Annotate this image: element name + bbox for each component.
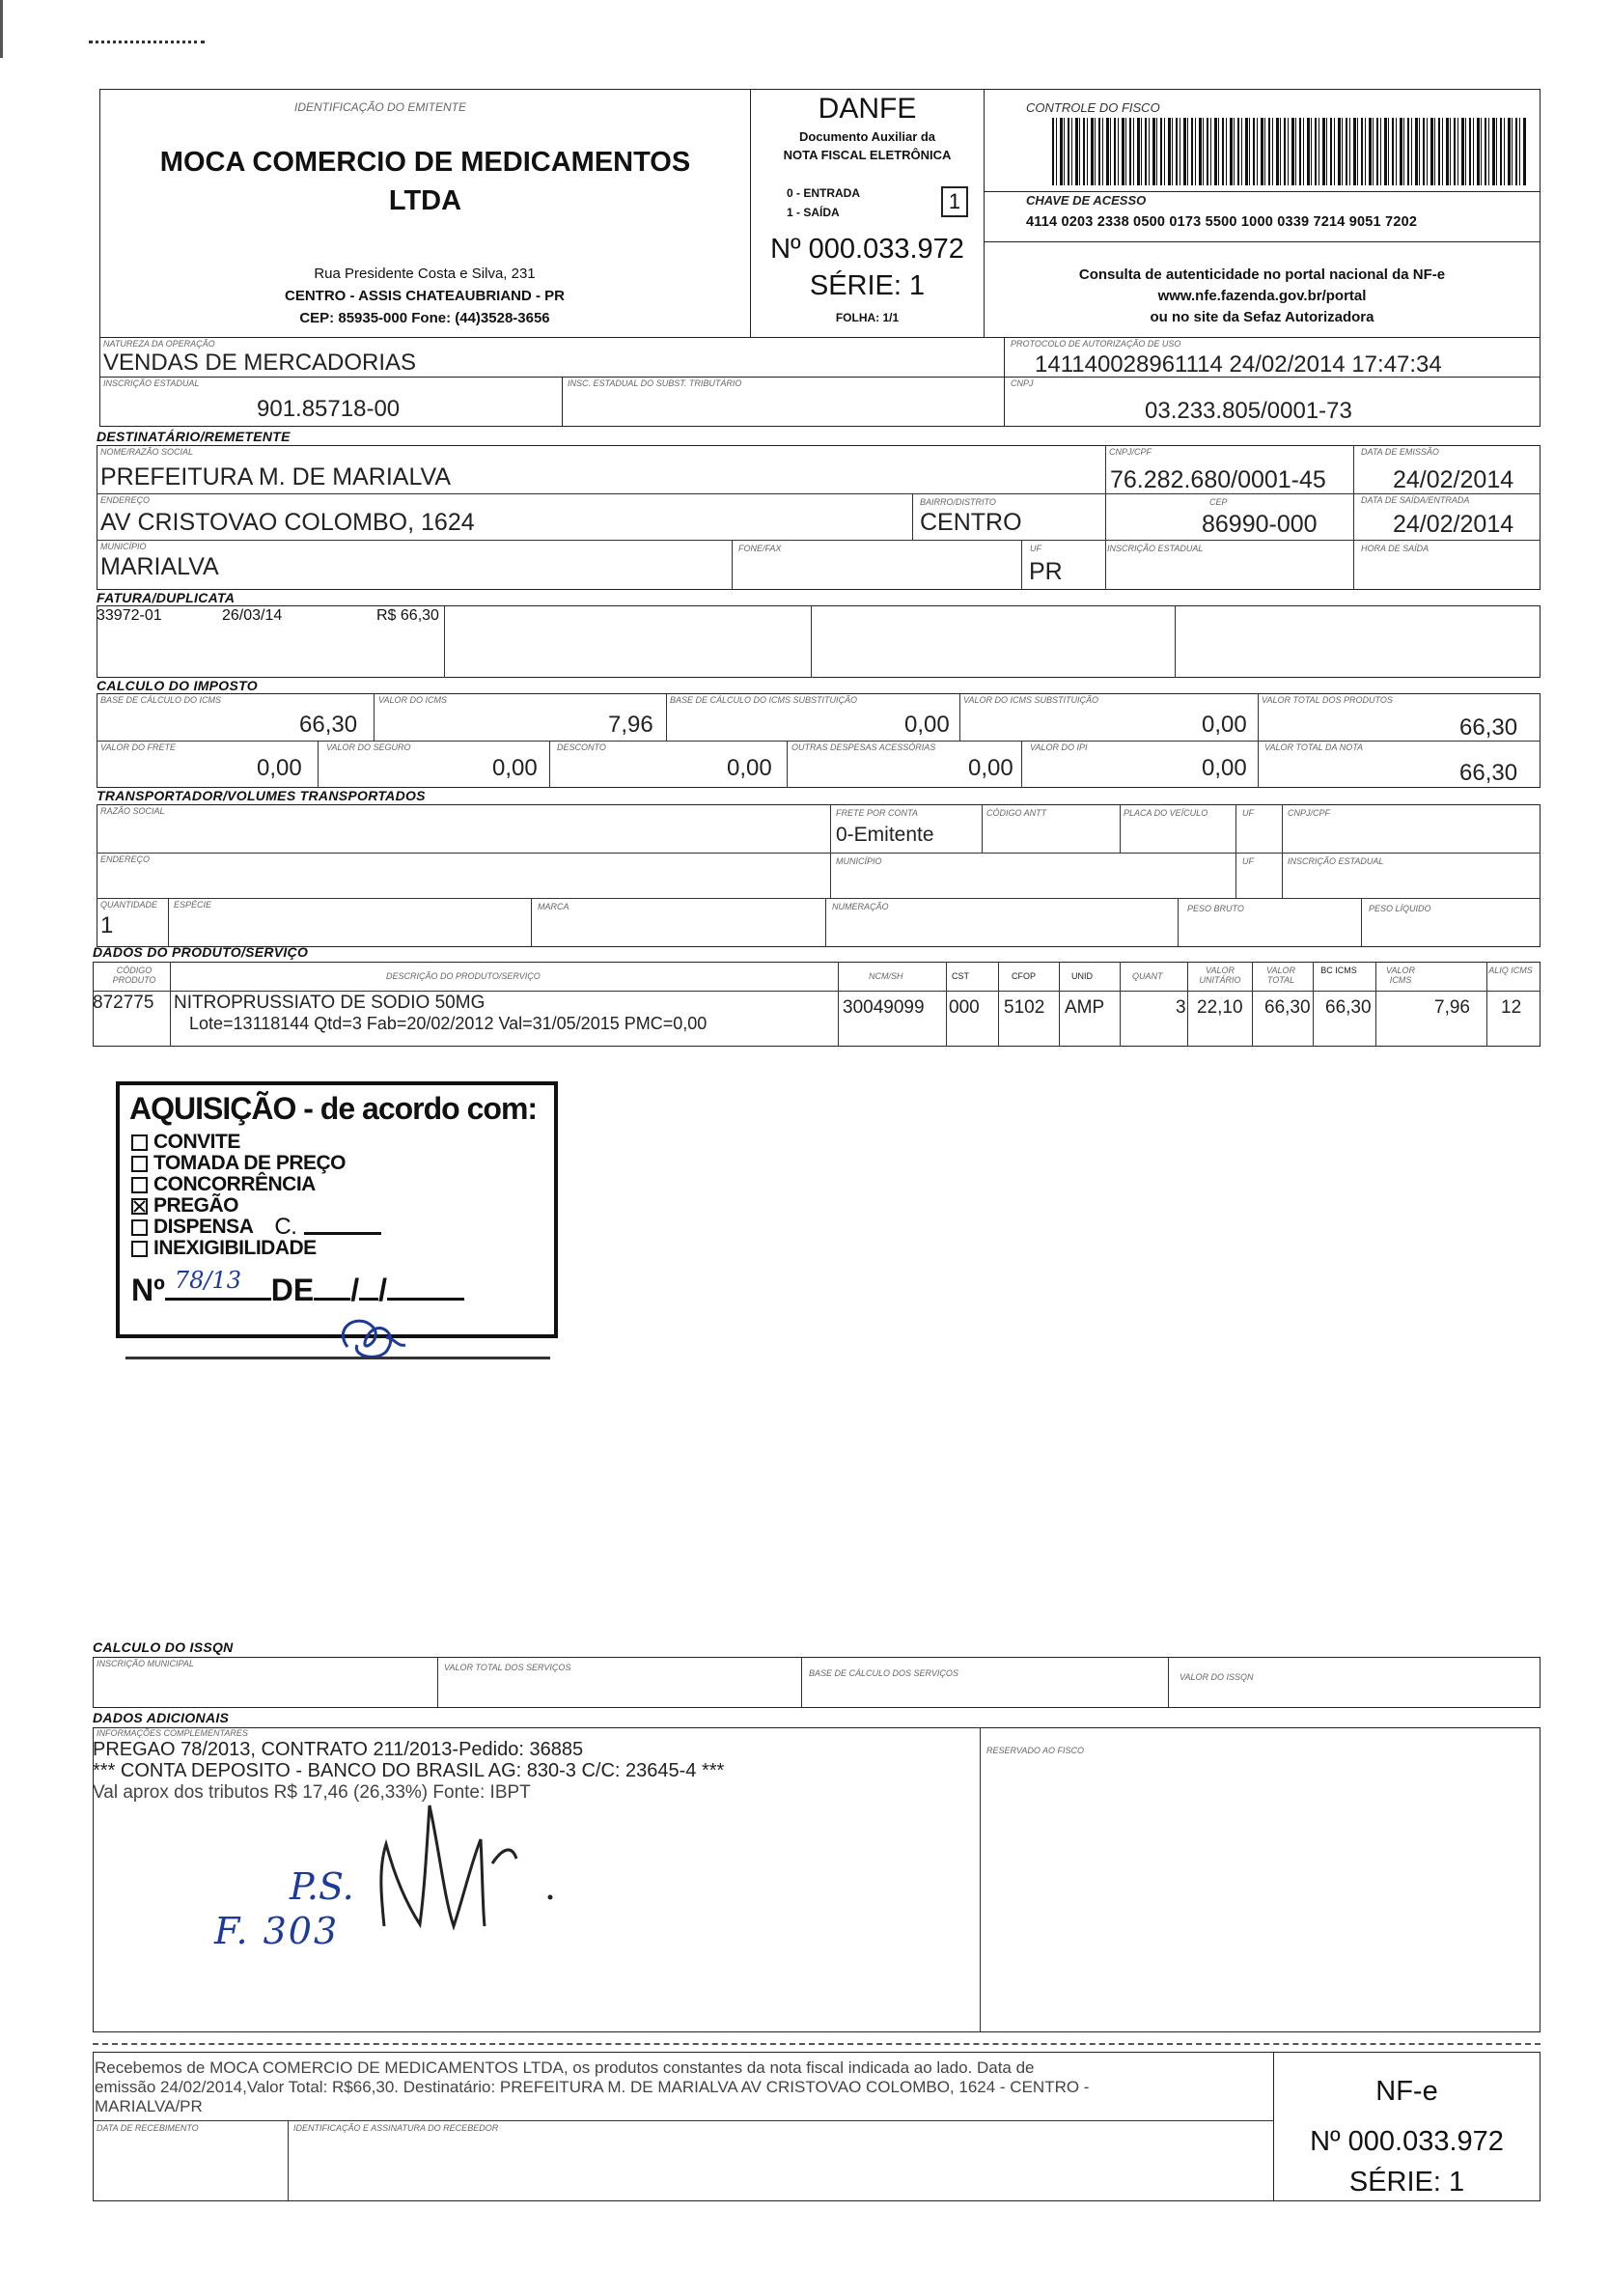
canhoto-hline <box>93 2120 1273 2121</box>
checkbox-icon <box>131 1219 148 1236</box>
consulta-line2: www.nfe.fazenda.gov.br/portal <box>1157 288 1367 304</box>
dest-fone-label: FONE/FAX <box>738 544 782 553</box>
dest-municipio-value: MARIALVA <box>100 553 219 580</box>
imposto-v4 <box>1258 693 1259 741</box>
stamp-options <box>131 1132 381 1259</box>
dest-bairro-label: BAIRRO/DISTRITO <box>920 497 996 507</box>
seguro-value: 0,00 <box>492 755 538 781</box>
transp-h1 <box>97 853 1541 854</box>
transp-v5 <box>1282 804 1283 898</box>
row-cst: 000 <box>949 997 980 1018</box>
transp-v2 <box>982 804 983 853</box>
dest-ie-label: INSCRIÇÃO ESTADUAL <box>1107 544 1204 553</box>
entrada-saida <box>787 183 860 222</box>
produtos-header-rule <box>93 991 1541 992</box>
natureza-divider <box>1004 337 1005 378</box>
transp-especie-label: ESPÉCIE <box>174 900 212 910</box>
canhoto-numero: Nº 000.033.972 <box>1310 2126 1504 2157</box>
consulta-text <box>984 265 1541 328</box>
v-nota-label: VALOR TOTAL DA NOTA <box>1264 742 1364 752</box>
v-prod-value: 66,30 <box>1459 714 1518 741</box>
v-icms-label: VALOR DO ICMS <box>378 695 448 705</box>
protocolo-value: 141140028961114 24/02/2014 17:47:34 <box>1035 351 1442 378</box>
stamp-de-line3 <box>387 1273 464 1301</box>
canhoto-line3: MARIALVA/PR <box>95 2097 203 2115</box>
row-v-total: 66,30 <box>1264 997 1311 1018</box>
transporte-box <box>97 804 1541 947</box>
chave-rule <box>984 191 1541 192</box>
transp-uf2-label: UF <box>1242 856 1254 866</box>
stamp-option-label: CONCORRÊNCIA <box>153 1173 316 1195</box>
transp-uf-label: UF <box>1242 808 1254 818</box>
dest-emissao-value: 24/02/2014 <box>1393 466 1514 493</box>
dest-uf-value: PR <box>1029 558 1063 585</box>
stamp-option-tomada <box>131 1153 381 1174</box>
checkbox-checked-icon <box>131 1198 148 1215</box>
imposto-v9 <box>1258 741 1259 788</box>
scan-dots <box>89 41 205 47</box>
dest-cep-value: 86990-000 <box>1202 511 1318 538</box>
stamp-option-inexigibilidade <box>131 1238 381 1259</box>
natureza-value: VENDAS DE MERCADORIAS <box>103 350 417 376</box>
tipo-box: 1 <box>941 186 968 217</box>
transp-qtd-value: 1 <box>100 912 114 938</box>
transp-v6 <box>168 898 169 947</box>
checkbox-icon <box>131 1156 148 1172</box>
transp-endereco-label: ENDEREÇO <box>100 854 151 864</box>
row-bc-icms: 66,30 <box>1325 997 1372 1018</box>
row-quant: 3 <box>1176 997 1186 1018</box>
v-st-label: VALOR DO ICMS SUBSTITUIÇÃO <box>963 695 1099 705</box>
canhoto-text <box>95 2058 1089 2116</box>
v-nota-value: 66,30 <box>1459 760 1518 786</box>
transp-peso-l-label: PESO LÍQUIDO <box>1369 904 1431 913</box>
transp-antt-label: CÓDIGO ANTT <box>986 808 1047 818</box>
dest-emissao-label: DATA DE EMISSÃO <box>1361 447 1439 457</box>
stamp-numero <box>131 1267 464 1308</box>
row-aliq: 12 <box>1501 997 1522 1018</box>
canhoto-assinatura-label: IDENTIFICAÇÃO E ASSINATURA DO RECEBEDOR <box>293 2123 499 2133</box>
frete-value: 0,00 <box>257 755 302 781</box>
consulta-rule <box>984 241 1541 242</box>
ie-divider <box>562 377 563 427</box>
produtos-column-divider <box>946 962 947 1047</box>
dest-cnpj-value: 76.282.680/0001-45 <box>1110 466 1326 493</box>
danfe-sub2: NOTA FISCAL ELETRÔNICA <box>783 148 952 162</box>
dest-vline-bairro <box>912 493 913 540</box>
desconto-value: 0,00 <box>727 755 772 781</box>
transp-h2 <box>97 898 1541 899</box>
fatura-section: FATURA/DUPLICATA <box>97 590 236 605</box>
danfe-folha: FOLHA: 1/1 <box>835 311 900 324</box>
address-line1: Rua Presidente Costa e Silva, 231 <box>314 266 536 282</box>
desconto-label: DESCONTO <box>557 742 606 752</box>
issqn-v-label: VALOR DO ISSQN <box>1180 1672 1254 1682</box>
danfe-title: DANFE <box>818 93 917 125</box>
dest-vline-uf <box>1021 540 1022 590</box>
aquisicao-stamp <box>116 1081 558 1338</box>
entrada-option: 0 - ENTRADA <box>787 186 861 200</box>
stamp-option-label: CONVITE <box>153 1131 240 1153</box>
col-ncm: NCM/SH <box>869 971 903 981</box>
adicionais-section: DADOS ADICIONAIS <box>93 1710 230 1725</box>
issqn-section: CALCULO DO ISSQN <box>93 1639 234 1655</box>
canhoto-serie: SÉRIE: 1 <box>1348 2167 1465 2198</box>
issqn-v3 <box>1168 1657 1169 1708</box>
transp-municipio-label: MUNICÍPIO <box>836 856 882 866</box>
issqn-box <box>93 1657 1541 1708</box>
imposto-v1 <box>374 693 375 741</box>
stamp-c-label: C. <box>274 1214 297 1240</box>
dest-nome-value: PREFEITURA M. DE MARIALVA <box>100 463 452 490</box>
handwritten-fls: F. 303 <box>214 1910 340 1952</box>
stamp-de-label: DE <box>270 1273 315 1307</box>
row-unid: AMP <box>1065 997 1105 1018</box>
row-cfop: 5102 <box>1004 997 1045 1018</box>
canhoto-nfe: NF-e <box>1375 2076 1438 2107</box>
produtos-column-divider <box>170 962 171 1047</box>
row-v-icms: 7,96 <box>1434 997 1470 1018</box>
transp-razao-label: RAZÃO SOCIAL <box>100 806 165 816</box>
stamp-slash-1: / <box>350 1273 360 1307</box>
stamp-title: AQUISIÇÃO - de acordo com: <box>129 1091 538 1126</box>
emitente-cnpj-label: CNPJ <box>1011 378 1034 388</box>
signature-icon <box>367 1791 579 1936</box>
stamp-de-line1 <box>314 1273 350 1301</box>
checkbox-icon <box>131 1177 148 1193</box>
emitente-cnpj-value: 03.233.805/0001-73 <box>1145 398 1352 424</box>
info-line2: *** CONTA DEPOSITO - BANCO DO BRASIL AG: 830-3 C/C: 23645-4 *** <box>93 1760 725 1781</box>
issqn-v2 <box>801 1657 802 1708</box>
canhoto-vline2 <box>288 2120 289 2201</box>
fatura-vline3 <box>1175 605 1176 678</box>
stamp-option-concorrencia <box>131 1174 381 1195</box>
dest-vline-fone <box>732 540 733 590</box>
danfe-number: Nº 000.033.972 <box>770 234 964 265</box>
company-name <box>99 143 751 220</box>
dest-nome-label: NOME/RAZÃO SOCIAL <box>100 447 194 457</box>
natureza-label: NATUREZA DA OPERAÇÃO <box>103 339 215 349</box>
imposto-section: CALCULO DO IMPOSTO <box>97 678 258 693</box>
stamp-option-pregao <box>131 1195 381 1217</box>
address-line2: CENTRO - ASSIS CHATEAUBRIAND - PR <box>284 288 565 304</box>
canhoto-line1: Recebemos de MOCA COMERCIO DE MEDICAMENTOS LTDA, os produtos constantes da nota fiscal indicada ao lado. Data de <box>95 2058 1035 2077</box>
col-aliq: ALIQ ICMS <box>1488 966 1533 975</box>
row-lote: Lote=13118144 Qtd=3 Fab=20/02/2012 Val=31/05/2015 PMC=0,00 <box>189 1014 708 1033</box>
issqn-base-label: BASE DE CÁLCULO DOS SERVIÇOS <box>809 1668 958 1678</box>
dest-vline-data <box>1353 445 1354 590</box>
frete-label: VALOR DO FRETE <box>100 742 177 752</box>
stamp-de-line2 <box>359 1273 378 1301</box>
stamp-slash-2: / <box>378 1273 388 1307</box>
company-name-line2: LTDA <box>388 185 462 216</box>
dest-municipio-label: MUNICÍPIO <box>100 542 147 551</box>
stamp-option-label: INEXIGIBILIDADE <box>153 1237 317 1259</box>
x-mark-icon <box>133 1200 146 1213</box>
col-codigo: CÓDIGO PRODUTO <box>112 966 156 985</box>
stamp-option-label: PREGÃO <box>153 1194 239 1217</box>
reservado-label: RESERVADO AO FISCO <box>986 1746 1085 1755</box>
transp-v4 <box>1235 804 1236 898</box>
imposto-hline <box>97 741 1541 742</box>
bc-st-value: 0,00 <box>904 712 950 738</box>
imposto-v2 <box>666 693 667 741</box>
dest-bairro-value: CENTRO <box>920 509 1022 536</box>
transp-cnpj-label: CNPJ/CPF <box>1288 808 1331 818</box>
consulta-line1: Consulta de autenticidade no portal nacional da NF-e <box>1078 266 1446 283</box>
stamp-c-line <box>304 1232 381 1235</box>
consulta-line3: ou no site da Sefaz Autorizadora <box>1150 309 1374 325</box>
bc-icms-label: BASE DE CÁLCULO DO ICMS <box>100 695 222 705</box>
fatura-vline2 <box>811 605 812 678</box>
v-st-value: 0,00 <box>1202 712 1247 738</box>
dest-saida-value: 24/02/2014 <box>1393 511 1514 538</box>
outras-label: OUTRAS DESPESAS ACESSÓRIAS <box>791 742 936 752</box>
col-v-icms: VALOR ICMS <box>1385 966 1415 985</box>
col-v-unit: VALOR UNITÁRIO <box>1199 966 1241 985</box>
imposto-v7 <box>787 741 788 788</box>
seguro-label: VALOR DO SEGURO <box>326 742 411 752</box>
dest-cnpj-label: CNPJ/CPF <box>1109 447 1152 457</box>
produtos-column-divider <box>1313 962 1314 1047</box>
stamp-no-line <box>165 1267 271 1301</box>
transp-ie-label: INSCRIÇÃO ESTADUAL <box>1288 856 1384 866</box>
row-v-unit: 22,10 <box>1197 997 1243 1018</box>
dest-endereco-label: ENDEREÇO <box>100 495 151 505</box>
produtos-column-divider <box>998 962 999 1047</box>
info-line1: PREGAO 78/2013, CONTRATO 211/2013-Pedido: 36885 <box>93 1739 584 1760</box>
checkbox-icon <box>131 1134 148 1151</box>
fatura-vencimento: 26/03/14 <box>222 607 283 624</box>
transp-v3 <box>1120 804 1121 853</box>
v-icms-value: 7,96 <box>608 712 653 738</box>
produtos-column-divider <box>1252 962 1253 1047</box>
transp-v10 <box>1361 898 1362 947</box>
imposto-v3 <box>959 693 960 741</box>
transp-v1 <box>830 804 831 898</box>
company-address <box>232 263 618 329</box>
ie-value: 901.85718-00 <box>257 396 401 422</box>
transp-placa-label: PLACA DO VEÍCULO <box>1124 808 1208 818</box>
transp-marca-label: MARCA <box>538 902 569 911</box>
col-descricao: DESCRIÇÃO DO PRODUTO/SERVIÇO <box>386 971 541 981</box>
destinatario-section: DESTINATÁRIO/REMETENTE <box>97 429 291 444</box>
produtos-column-divider <box>1059 962 1060 1047</box>
produtos-section: DADOS DO PRODUTO/SERVIÇO <box>93 944 309 960</box>
transp-numeracao-label: NUMERAÇÃO <box>832 902 889 911</box>
fatura-numero: 33972-01 <box>97 607 162 624</box>
barcode <box>1052 118 1527 185</box>
produtos-column-divider <box>1120 962 1121 1047</box>
controle-label: CONTROLE DO FISCO <box>1026 100 1160 115</box>
transp-qtd-label: QUANTIDADE <box>100 900 158 910</box>
transp-v9 <box>1178 898 1179 947</box>
transp-peso-b-label: PESO BRUTO <box>1187 904 1244 913</box>
scan-mark <box>0 0 3 58</box>
dest-vline-cnpj <box>1105 445 1106 590</box>
info-line3: Val aprox dos tributos R$ 17,46 (26,33%) Fonte: IBPT <box>93 1782 531 1803</box>
stamp-underline <box>125 1357 550 1359</box>
row-descricao: NITROPRUSSIATO DE SODIO 50MG <box>174 993 486 1013</box>
produtos-column-divider <box>1187 962 1188 1047</box>
handwritten-ps: P.S. <box>290 1865 354 1908</box>
imposto-v5 <box>318 741 319 788</box>
stamp-option-label: DISPENSA <box>153 1216 254 1238</box>
bc-icms-value: 66,30 <box>299 712 358 738</box>
stamp-option-convite <box>131 1132 381 1153</box>
emitente-label: IDENTIFICAÇÃO DO EMITENTE <box>294 100 467 114</box>
col-v-total: VALOR TOTAL <box>1265 966 1295 985</box>
issqn-v1 <box>437 1657 438 1708</box>
transp-v8 <box>825 898 826 947</box>
ipi-label: VALOR DO IPI <box>1030 742 1088 752</box>
danfe-subtitle <box>750 127 985 164</box>
fatura-vline1 <box>444 605 445 678</box>
canhoto-line2: emissão 24/02/2014,Valor Total: R$66,30. Destinatário: PREFEITURA M. DE MARIALVA AV CRISTOVAO COLOMBO, 1624 - CENTRO - <box>95 2078 1090 2096</box>
dest-endereco-value: AV CRISTOVAO COLOMBO, 1624 <box>100 509 475 536</box>
protocolo-label: PROTOCOLO DE AUTORIZAÇÃO DE USO <box>1011 339 1181 349</box>
imposto-v6 <box>549 741 550 788</box>
col-quant: QUANT <box>1132 971 1163 981</box>
transp-frete-value: 0-Emitente <box>836 824 934 846</box>
transporte-section: TRANSPORTADOR/VOLUMES TRANSPORTADOS <box>97 788 426 803</box>
stamp-no-value: 78/13 <box>174 1267 241 1294</box>
bc-st-label: BASE DE CÁLCULO DO ICMS SUBSTITUIÇÃO <box>670 695 858 705</box>
imposto-v8 <box>1021 741 1022 788</box>
chave-acesso: 4114 0203 2338 0500 0173 5500 1000 0339 7214 9051 7202 <box>1026 214 1418 230</box>
stamp-option-dispensa <box>131 1214 381 1240</box>
cut-line <box>93 2043 1541 2045</box>
issqn-total-label: VALOR TOTAL DOS SERVIÇOS <box>444 1663 571 1672</box>
ie-label: INSCRIÇÃO ESTADUAL <box>103 378 200 388</box>
cnpj-divider <box>1004 377 1005 427</box>
col-cst: CST <box>952 971 969 981</box>
col-unid: UNID <box>1071 971 1093 981</box>
dest-hora-label: HORA DE SAÍDA <box>1361 544 1430 553</box>
col-cfop: CFOP <box>1012 971 1037 981</box>
dest-cep-label: CEP <box>1209 497 1228 507</box>
stamp-no-label: Nº <box>131 1273 165 1307</box>
danfe-serie: SÉRIE: 1 <box>809 270 926 301</box>
v-prod-label: VALOR TOTAL DOS PRODUTOS <box>1262 695 1393 705</box>
ipi-value: 0,00 <box>1202 755 1247 781</box>
transp-frete-label: FRETE POR CONTA <box>836 808 918 818</box>
transp-v7 <box>531 898 532 947</box>
danfe-sub1: Documento Auxiliar da <box>798 129 936 144</box>
canhoto-data-label: DATA DE RECEBIMENTO <box>97 2123 199 2133</box>
company-name-line1: MOCA COMERCIO DE MEDICAMENTOS <box>159 147 691 178</box>
saida-option: 1 - SAÍDA <box>787 206 840 219</box>
dest-rule2 <box>97 540 1541 541</box>
row-codigo: 872775 <box>93 993 154 1013</box>
checkbox-icon <box>131 1241 148 1257</box>
outras-value: 0,00 <box>968 755 1013 781</box>
produtos-column-divider <box>838 962 839 1047</box>
issqn-im-label: INSCRIÇÃO MUNICIPAL <box>97 1659 194 1668</box>
adicionais-divider <box>980 1727 981 2032</box>
fatura-valor: R$ 66,30 <box>376 607 439 624</box>
dest-uf-label: UF <box>1030 544 1041 553</box>
dest-saida-label: DATA DE SAÍDA/ENTRADA <box>1361 495 1470 505</box>
ie-st-label: INSC. ESTADUAL DO SUBST. TRIBUTÁRIO <box>568 378 742 388</box>
row-ncm: 30049099 <box>843 997 925 1018</box>
info-label: INFORMAÇÕES COMPLEMENTARES <box>97 1728 248 1738</box>
col-bc-icms: BC ICMS <box>1320 966 1357 975</box>
chave-label: CHAVE DE ACESSO <box>1026 193 1147 208</box>
address-line3: CEP: 85935-000 Fone: (44)3528-3656 <box>299 310 550 326</box>
fatura-box <box>97 605 1541 678</box>
stamp-option-label: TOMADA DE PREÇO <box>153 1152 347 1174</box>
